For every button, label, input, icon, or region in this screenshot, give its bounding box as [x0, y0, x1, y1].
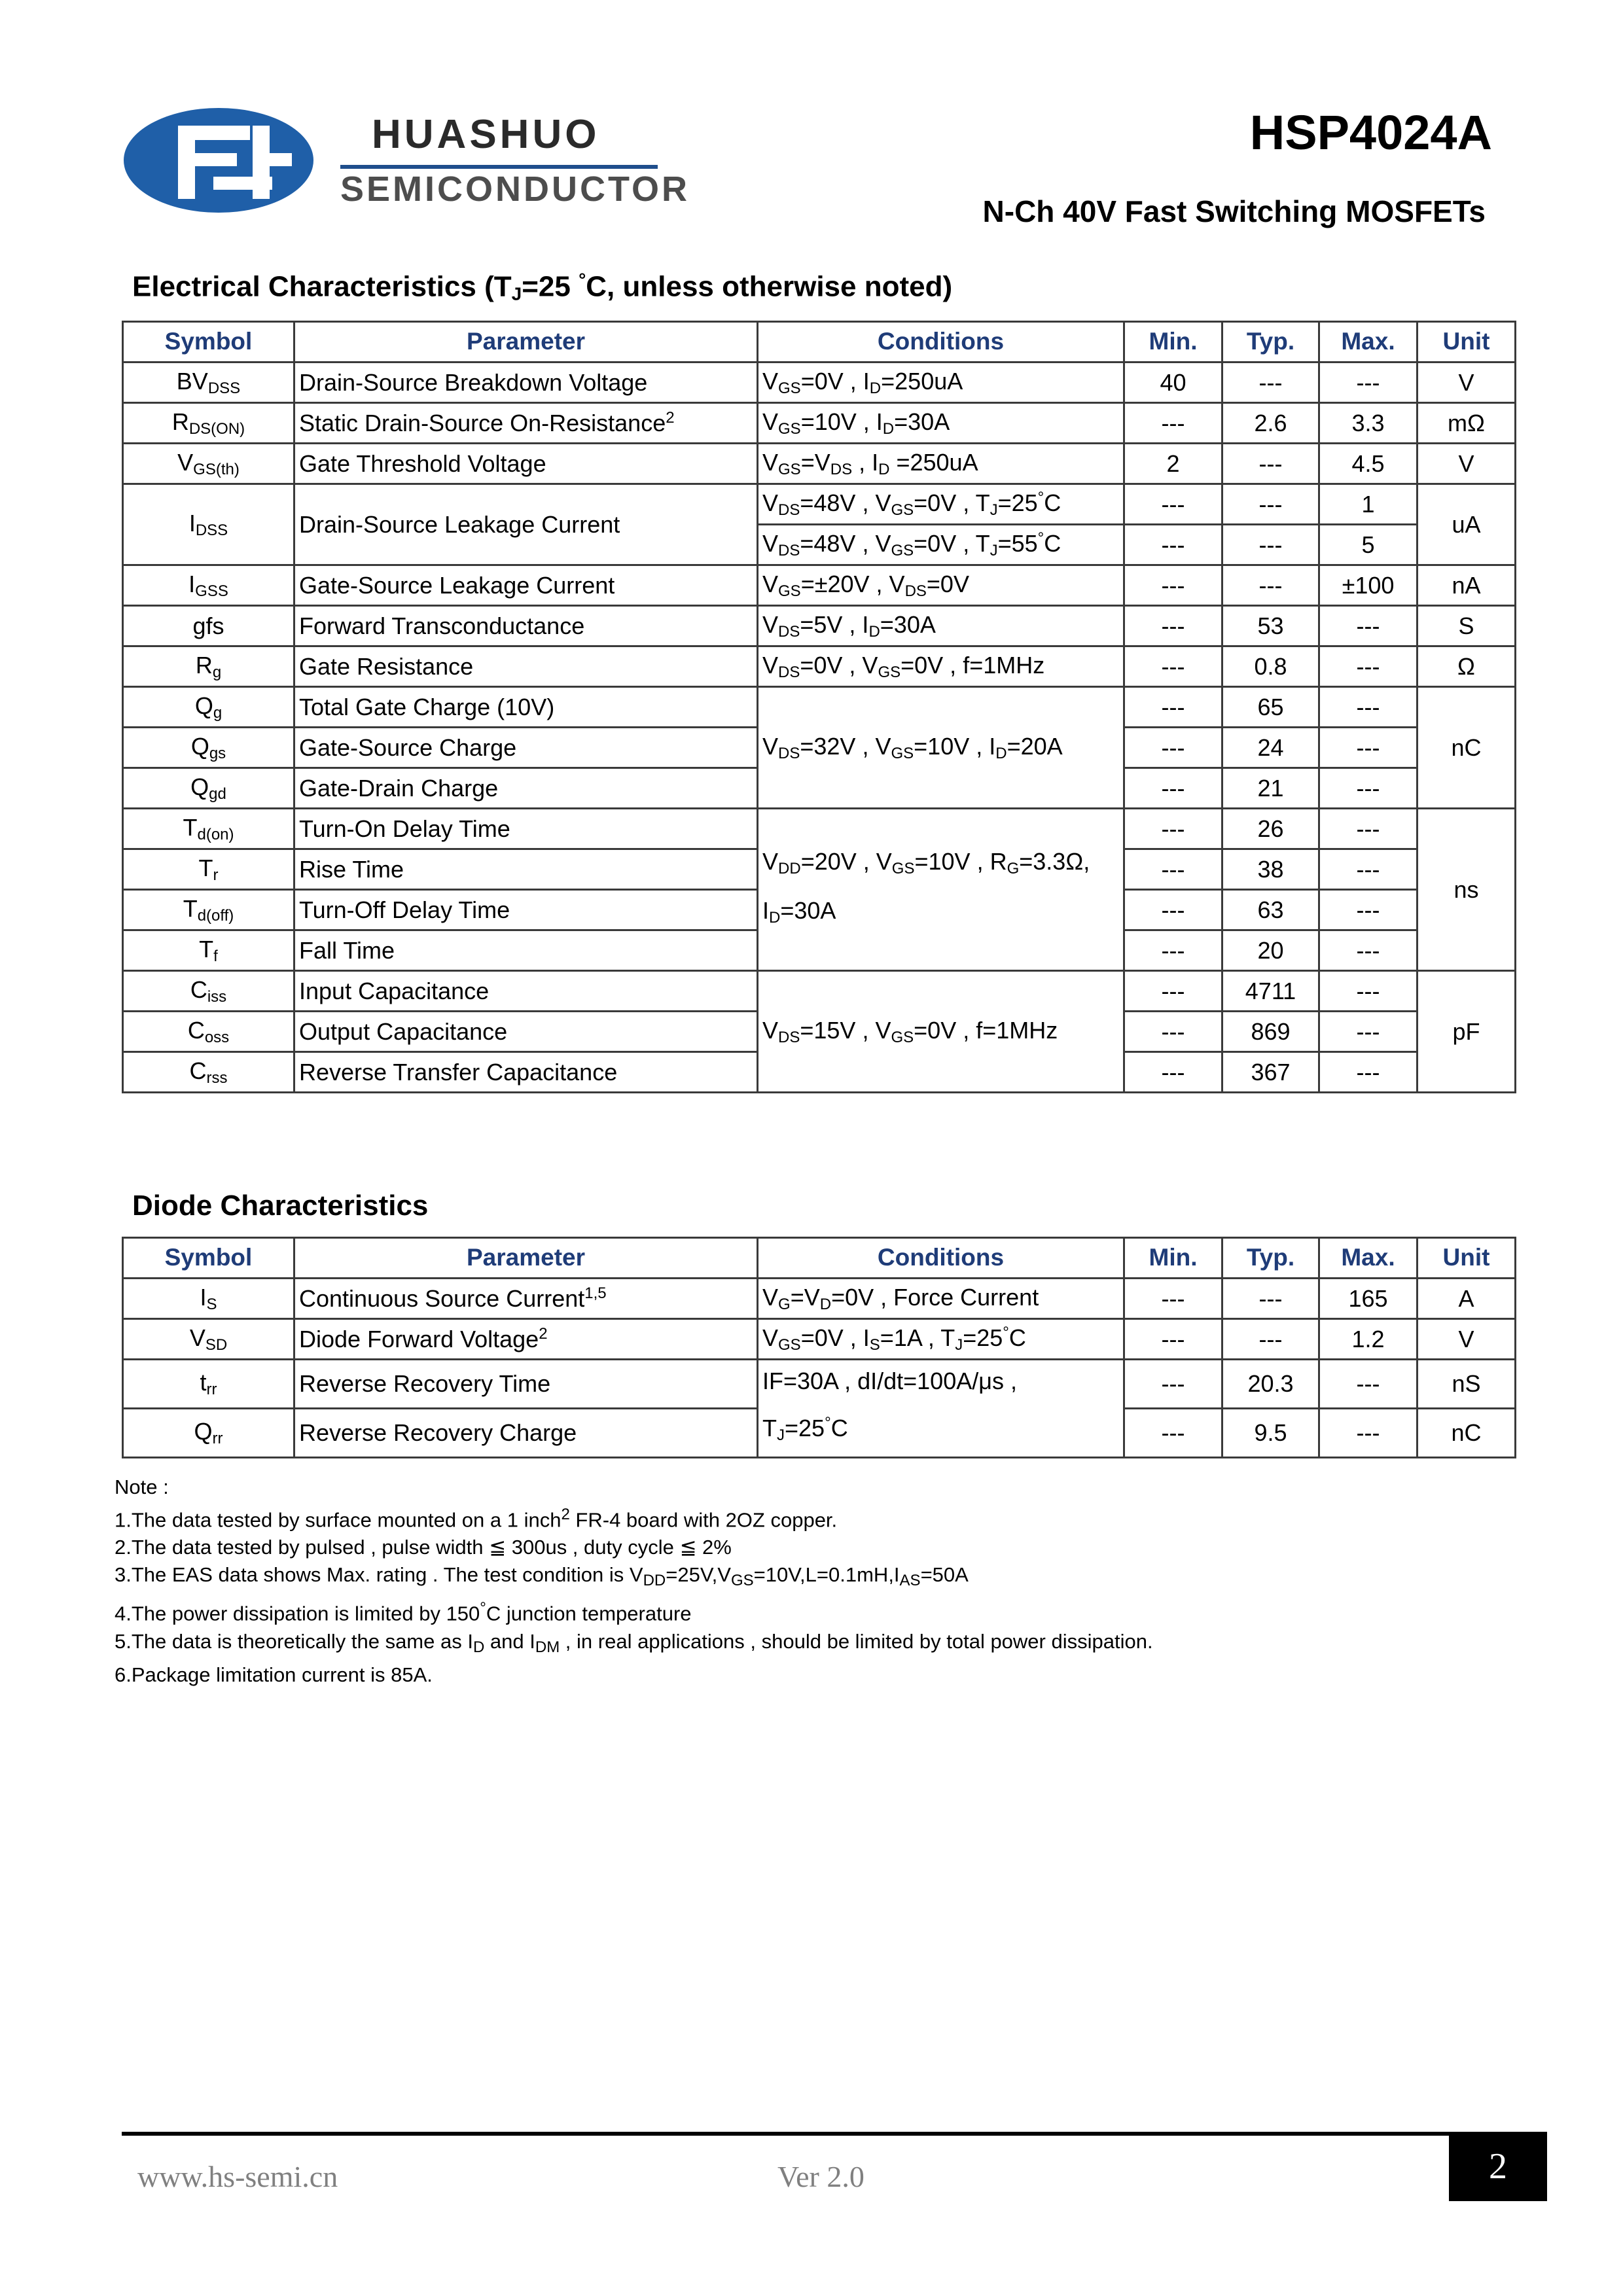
- col-typ: Typ.: [1222, 322, 1319, 362]
- parameter-cell: Continuous Source Current$^{1,5}$: [294, 1279, 758, 1319]
- symbol-cell: $V_{SD}$: [123, 1319, 294, 1360]
- typ-cell: ---: [1222, 1319, 1319, 1360]
- col-min: Min.: [1124, 1238, 1222, 1279]
- col-parameter: Parameter: [294, 322, 758, 362]
- symbol-cell: $I_S$: [123, 1279, 294, 1319]
- max-cell: ---: [1319, 606, 1418, 646]
- symbol-cell: $R_{DS(ON)}$: [123, 403, 294, 444]
- parameter-cell: Turn-Off Delay Time: [294, 890, 758, 930]
- parameter-cell: Input Capacitance: [294, 971, 758, 1012]
- typ-cell: 4711: [1222, 971, 1319, 1012]
- parameter-cell: Gate-Source Charge: [294, 728, 758, 768]
- symbol-cell: $C_{oss}$: [123, 1012, 294, 1052]
- conditions-cell: $V_{GS}=\pm 20V$ , $V_{DS}=0V$: [758, 565, 1124, 606]
- table-row: [123, 1279, 1516, 1319]
- conditions-cell: IF=30A , dI/dt=100A/μs , $T_J=25^\circ C$: [758, 1360, 1124, 1458]
- min-cell: ---: [1124, 1052, 1222, 1093]
- parameter-cell: Output Capacitance: [294, 1012, 758, 1052]
- parameter-cell: Fall Time: [294, 930, 758, 971]
- symbol-cell: gfs: [123, 606, 294, 646]
- symbol-cell: $Q_{gd}$: [123, 768, 294, 809]
- unit-cell: A: [1418, 1279, 1516, 1319]
- parameter-cell: Gate Threshold Voltage: [294, 444, 758, 484]
- max-cell: 165: [1319, 1279, 1418, 1319]
- table-row: [123, 646, 1516, 687]
- table-row: [123, 565, 1516, 606]
- typ-cell: 9.5: [1222, 1409, 1319, 1458]
- conditions-cell: $V_{DS}=48V$ , $V_{GS}=0V$ , $T_J=25^\circ C$: [758, 484, 1124, 525]
- max-cell: ---: [1319, 930, 1418, 971]
- conditions-cell: $V_{DS}=15V$ , $V_{GS}=0V$ , f=1MHz: [758, 971, 1124, 1093]
- max-cell: ---: [1319, 1012, 1418, 1052]
- note-item: 3.The EAS data shows Max. rating . The test condition is $V_{DD}=25V,V_{GS}=10V,L=0.1mH,I_{AS}=50A$: [115, 1563, 969, 1590]
- parameter-cell: Rise Time: [294, 849, 758, 890]
- note-item: 2.The data tested by pulsed , pulse width ≦ 300us , duty cycle ≦ 2%: [115, 1536, 732, 1559]
- table-row: [123, 444, 1516, 484]
- col-unit: Unit: [1418, 1238, 1516, 1279]
- table-header-row: [123, 1238, 1516, 1279]
- parameter-cell: Forward Transconductance: [294, 606, 758, 646]
- unit-cell: V: [1418, 444, 1516, 484]
- col-parameter: Parameter: [294, 1238, 758, 1279]
- max-cell: ---: [1319, 809, 1418, 849]
- min-cell: 40: [1124, 362, 1222, 403]
- symbol-cell: $Q_g$: [123, 687, 294, 728]
- symbol-cell: $Q_{gs}$: [123, 728, 294, 768]
- conditions-cell: $V_{DD}=20V$ , $V_{GS}=10V$ , $R_G=3.3\Omega$, $I_D=30A$: [758, 809, 1124, 971]
- unit-cell: nC: [1418, 1409, 1516, 1458]
- max-cell: ---: [1319, 768, 1418, 809]
- max-cell: 5: [1319, 525, 1418, 565]
- max-cell: ---: [1319, 728, 1418, 768]
- footer-website: www.hs-semi.cn: [137, 2160, 338, 2193]
- symbol-cell: $C_{rss}$: [123, 1052, 294, 1093]
- conditions-cell: $V_G=V_D=0V$ , Force Current: [758, 1279, 1124, 1319]
- parameter-cell: Drain-Source Leakage Current: [294, 484, 758, 565]
- parameter-cell: Static Drain-Source On-Resistance$^2$: [294, 403, 758, 444]
- diode-characteristics-table: [122, 1237, 1516, 1458]
- unit-cell: mΩ: [1418, 403, 1516, 444]
- unit-cell: ns: [1418, 809, 1516, 971]
- conditions-cell: $V_{GS}=10V$ , $I_D=30A$: [758, 403, 1124, 444]
- max-cell: 4.5: [1319, 444, 1418, 484]
- typ-cell: 63: [1222, 890, 1319, 930]
- part-number: HSP4024A: [1249, 105, 1492, 160]
- min-cell: ---: [1124, 1319, 1222, 1360]
- col-symbol: Symbol: [123, 322, 294, 362]
- table-row: [123, 1319, 1516, 1360]
- product-subtitle: N-Ch 40V Fast Switching MOSFETs: [982, 194, 1486, 228]
- typ-cell: 20.3: [1222, 1360, 1319, 1409]
- min-cell: ---: [1124, 646, 1222, 687]
- symbol-cell: $I_{GSS}$: [123, 565, 294, 606]
- typ-cell: ---: [1222, 1279, 1319, 1319]
- typ-cell: 367: [1222, 1052, 1319, 1093]
- parameter-cell: Gate-Drain Charge: [294, 768, 758, 809]
- min-cell: ---: [1124, 1279, 1222, 1319]
- symbol-cell: $Q_{rr}$: [123, 1409, 294, 1458]
- max-cell: 3.3: [1319, 403, 1418, 444]
- max-cell: 1.2: [1319, 1319, 1418, 1360]
- brand-tagline: SEMICONDUCTOR: [340, 169, 690, 209]
- max-cell: ---: [1319, 1052, 1418, 1093]
- min-cell: ---: [1124, 403, 1222, 444]
- typ-cell: 20: [1222, 930, 1319, 971]
- min-cell: ---: [1124, 565, 1222, 606]
- max-cell: ---: [1319, 646, 1418, 687]
- table-row: [123, 484, 1516, 525]
- max-cell: ---: [1319, 687, 1418, 728]
- notes-title: Note :: [115, 1475, 169, 1498]
- min-cell: ---: [1124, 890, 1222, 930]
- typ-cell: 869: [1222, 1012, 1319, 1052]
- min-cell: ---: [1124, 930, 1222, 971]
- typ-cell: ---: [1222, 444, 1319, 484]
- electrical-characteristics-table: [122, 321, 1516, 1093]
- parameter-cell: Reverse Recovery Charge: [294, 1409, 758, 1458]
- col-symbol: Symbol: [123, 1238, 294, 1279]
- table-row: [123, 403, 1516, 444]
- conditions-cell: $V_{GS}=V_{DS}$ , $I_D =250uA$: [758, 444, 1124, 484]
- max-cell: 1: [1319, 484, 1418, 525]
- symbol-cell: $V_{GS(th)}$: [123, 444, 294, 484]
- typ-cell: 38: [1222, 849, 1319, 890]
- note-item: 4.The power dissipation is limited by 150°C junction temperature: [115, 1599, 692, 1625]
- min-cell: ---: [1124, 728, 1222, 768]
- unit-cell: S: [1418, 606, 1516, 646]
- conditions-cell: $V_{DS}=32V$ , $V_{GS}=10V$ , $I_D=20A$: [758, 687, 1124, 809]
- max-cell: ---: [1319, 849, 1418, 890]
- typ-cell: 0.8: [1222, 646, 1319, 687]
- min-cell: ---: [1124, 525, 1222, 565]
- conditions-cell: $V_{GS}=0V$ , $I_D=250uA$: [758, 362, 1124, 403]
- table-header-row: [123, 322, 1516, 362]
- parameter-cell: Total Gate Charge (10V): [294, 687, 758, 728]
- table-row: [123, 687, 1516, 728]
- symbol-cell: $t_{rr}$: [123, 1360, 294, 1409]
- notes-block: [115, 1474, 1153, 1689]
- table-row: [123, 606, 1516, 646]
- parameter-cell: Reverse Recovery Time: [294, 1360, 758, 1409]
- min-cell: ---: [1124, 687, 1222, 728]
- parameter-cell: Turn-On Delay Time: [294, 809, 758, 849]
- conditions-cell: $V_{DS}=0V$ , $V_{GS}=0V$ , f=1MHz: [758, 646, 1124, 687]
- conditions-cell: $V_{DS}=48V$ , $V_{GS}=0V$ , $T_J=55^\circ C$: [758, 525, 1124, 565]
- unit-cell: nC: [1418, 687, 1516, 809]
- symbol-cell: $BV_{DSS}$: [123, 362, 294, 403]
- typ-cell: 65: [1222, 687, 1319, 728]
- conditions-cell: $V_{GS}=0V$ , $I_S=1A$ , $T_J=25^\circ C$: [758, 1319, 1124, 1360]
- col-conditions: Conditions: [758, 322, 1124, 362]
- brand-name: HUASHUO: [372, 112, 600, 157]
- note-item: 5.The data is theoretically the same as $I_D$ and $I_{DM}$ , in real applications , should be limited by total power dissipation.: [115, 1629, 1153, 1656]
- min-cell: 2: [1124, 444, 1222, 484]
- max-cell: ---: [1319, 1409, 1418, 1458]
- min-cell: ---: [1124, 1012, 1222, 1052]
- symbol-cell: $T_f$: [123, 930, 294, 971]
- symbol-cell: $T_r$: [123, 849, 294, 890]
- min-cell: ---: [1124, 768, 1222, 809]
- note-item: 6.Package limitation current is 85A.: [115, 1663, 433, 1686]
- min-cell: ---: [1124, 809, 1222, 849]
- col-min: Min.: [1124, 322, 1222, 362]
- typ-cell: 26: [1222, 809, 1319, 849]
- page-number: 2: [1449, 2132, 1547, 2201]
- table-row: [123, 809, 1516, 849]
- unit-cell: V: [1418, 362, 1516, 403]
- parameter-cell: Drain-Source Breakdown Voltage: [294, 362, 758, 403]
- symbol-cell: $T_{d(on)}$: [123, 809, 294, 849]
- symbol-cell: $C_{iss}$: [123, 971, 294, 1012]
- unit-cell: nS: [1418, 1360, 1516, 1409]
- min-cell: ---: [1124, 606, 1222, 646]
- typ-cell: 21: [1222, 768, 1319, 809]
- typ-cell: 24: [1222, 728, 1319, 768]
- unit-cell: uA: [1418, 484, 1516, 565]
- conditions-cell: $V_{DS}=5V$ , $I_D=30A$: [758, 606, 1124, 646]
- min-cell: ---: [1124, 849, 1222, 890]
- diode-section-title: Diode Characteristics: [132, 1190, 429, 1222]
- symbol-cell: $T_{d(off)}$: [123, 890, 294, 930]
- max-cell: ±100: [1319, 565, 1418, 606]
- symbol-cell: $R_g$: [123, 646, 294, 687]
- parameter-cell: Gate-Source Leakage Current: [294, 565, 758, 606]
- max-cell: ---: [1319, 362, 1418, 403]
- typ-cell: ---: [1222, 362, 1319, 403]
- unit-cell: nA: [1418, 565, 1516, 606]
- parameter-cell: Diode Forward Voltage$^2$: [294, 1319, 758, 1360]
- typ-cell: ---: [1222, 525, 1319, 565]
- unit-cell: pF: [1418, 971, 1516, 1093]
- col-conditions: Conditions: [758, 1238, 1124, 1279]
- footer-version: Ver 2.0: [777, 2160, 865, 2193]
- symbol-cell: $I_{DSS}$: [123, 484, 294, 565]
- typ-cell: 53: [1222, 606, 1319, 646]
- footer-divider: [122, 2132, 1450, 2136]
- typ-cell: ---: [1222, 565, 1319, 606]
- max-cell: ---: [1319, 1360, 1418, 1409]
- typ-cell: 2.6: [1222, 403, 1319, 444]
- max-cell: ---: [1319, 971, 1418, 1012]
- electrical-section-title: Electrical Characteristics ($T_J=25$ °C, unless otherwise noted): [132, 270, 953, 304]
- min-cell: ---: [1124, 1360, 1222, 1409]
- parameter-cell: Gate Resistance: [294, 646, 758, 687]
- col-unit: Unit: [1418, 322, 1516, 362]
- table-row: [123, 362, 1516, 403]
- note-item: 1.The data tested by surface mounted on a 1 inch$^2$ FR-4 board with 2OZ copper.: [115, 1506, 838, 1532]
- unit-cell: V: [1418, 1319, 1516, 1360]
- parameter-cell: Reverse Transfer Capacitance: [294, 1052, 758, 1093]
- min-cell: ---: [1124, 484, 1222, 525]
- col-max: Max.: [1319, 1238, 1418, 1279]
- col-max: Max.: [1319, 322, 1418, 362]
- min-cell: ---: [1124, 1409, 1222, 1458]
- table-row: [123, 1360, 1516, 1409]
- table-row: [123, 971, 1516, 1012]
- max-cell: ---: [1319, 890, 1418, 930]
- min-cell: ---: [1124, 971, 1222, 1012]
- typ-cell: ---: [1222, 484, 1319, 525]
- col-typ: Typ.: [1222, 1238, 1319, 1279]
- unit-cell: Ω: [1418, 646, 1516, 687]
